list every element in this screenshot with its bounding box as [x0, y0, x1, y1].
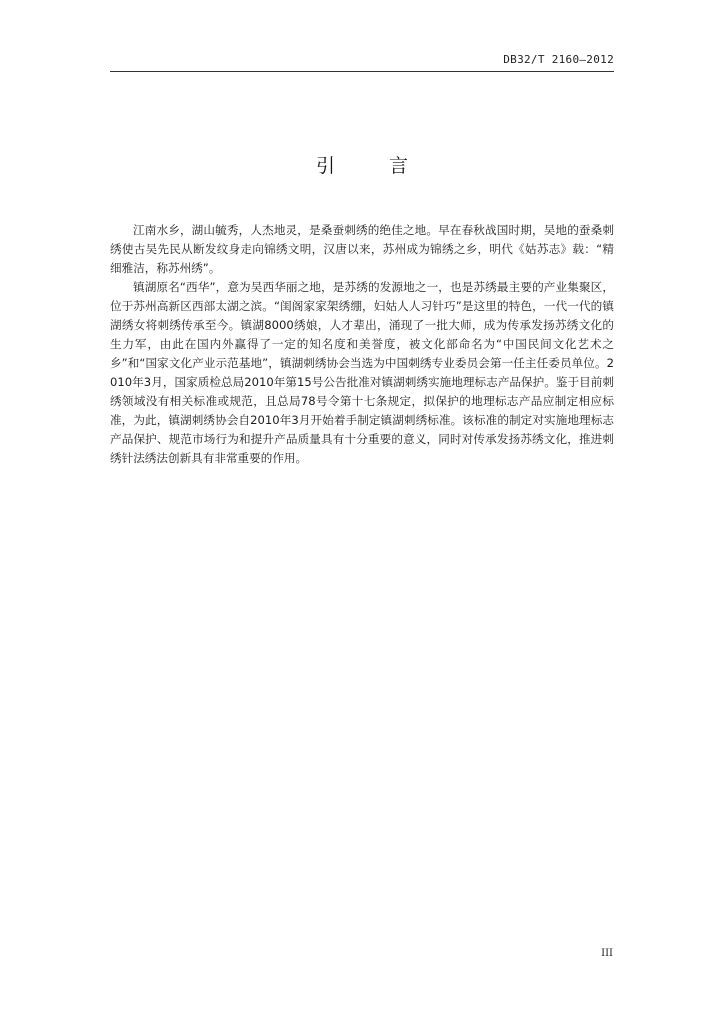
page-title: 引 言	[315, 155, 433, 177]
header-rule	[110, 71, 614, 72]
paragraph-zhenhu: 镇湖原名“西华”，意为吴西华丽之地，是苏绣的发源地之一，也是苏绣最主要的产业集聚区，位于苏州高新区西部太湖之滨。“闺阁家家架绣绷，妇姑人人习针巧”是这里的特色，一代一代的镇湖绣女将刺绣传承至今。镇湖8000绣娘，人才辈出，涌现了一批大师，成为传承发扬苏绣文化的生力军，由此在国内外赢得了一定的知名度和美誉度，被文化部命名为“中国民间文化艺术之乡”和“国家文化产业示范基地”，镇湖刺绣协会当选为中国刺绣专业委员会第一任主任委员单位。2010年3月，国家质检总局2010年第15号公告批准对镇湖刺绣实施地理标志产品保护。鉴于目前刺绣领域没有相关标准或规范，且总局78号令第十七条规定，拟保护的地理标志产品应制定相应标准，为此，镇湖刺绣协会自2010年3月开始着手制定镇湖刺绣标准。该标准的制定对实施地理标志产品保护、规范市场行为和提升产品质量具有十分重要的意义，同时对传承发扬苏绣文化，推进刺绣针法绣法创新具有非常重要的作用。	[110, 280, 614, 465]
standard-code: DB32/T 2160—2012	[503, 53, 614, 66]
paragraph-history: 江南水乡，湖山毓秀，人杰地灵，是桑蚕刺绣的绝佳之地。早在春秋战国时期，吴地的蚕桑刺绣使古吴先民从断发纹身走向锦绣文明，汉唐以来，苏州成为锦绣之乡，明代《姑苏志》载：“精细雅洁，称苏州绣”。	[110, 223, 614, 275]
introduction-body	[110, 221, 614, 468]
page-number: III	[601, 948, 613, 959]
